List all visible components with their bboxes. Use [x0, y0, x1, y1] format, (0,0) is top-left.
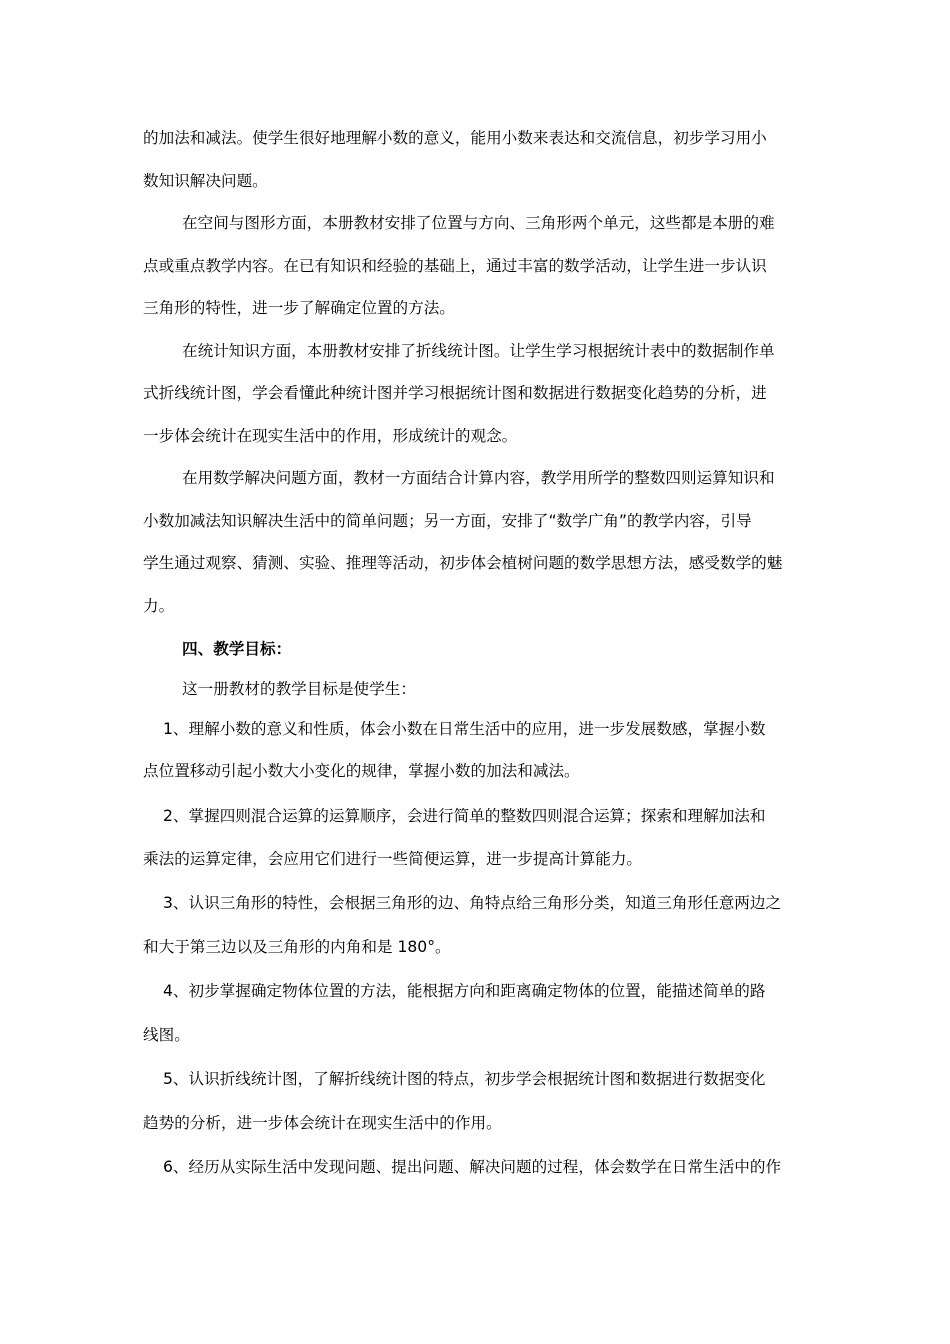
goal-5-line-2: 趋势的分析，进一步体会统计在现实生活中的作用。: [143, 1114, 502, 1132]
goal-3-line-1: 3、认识三角形的特性，会根据三角形的边、角特点给三角形分类，知道三角形任意两边之: [163, 894, 782, 912]
text-line-10: 小数加减法知识解决生活中的简单问题；另一方面，安排了“数学广角”的教学内容，引导: [143, 512, 752, 530]
goal-2-line-2: 乘法的运算定律，会应用它们进行一些简便运算，进一步提高计算能力。: [143, 850, 643, 868]
goal-4-line-1: 4、初步掌握确定物体位置的方法，能根据方向和距离确定物体的位置，能描述简单的路: [163, 982, 766, 1000]
goal-5-line-1: 5、认识折线统计图，了解折线统计图的特点，初步学会根据统计图和数据进行数据变化: [163, 1070, 766, 1088]
goal-4-line-2: 线图。: [143, 1026, 190, 1044]
text-line-9: 在用数学解决问题方面，教材一方面结合计算内容，教学用所学的整数四则运算知识和: [182, 469, 775, 487]
text-line-3: 在空间与图形方面，本册教材安排了位置与方向、三角形两个单元，这些都是本册的难: [182, 214, 775, 232]
goal-1-line-2: 点位置移动引起小数大小变化的规律，掌握小数的加法和减法。: [143, 762, 580, 780]
text-line-4: 点或重点教学内容。在已有知识和经验的基础上，通过丰富的数学活动，让学生进一步认识: [143, 257, 767, 275]
text-line-11: 学生通过观察、猜测、实验、推理等活动，初步体会植树问题的数学思想方法，感受数学的魅: [143, 554, 783, 572]
text-line-12: 力。: [143, 597, 175, 615]
text-line-14: 这一册教材的教学目标是使学生：: [182, 680, 416, 698]
section-heading: 四、教学目标：: [182, 640, 292, 658]
goal-2-line-1: 2、掌握四则混合运算的运算顺序，会进行简单的整数四则混合运算；探索和理解加法和: [163, 807, 766, 825]
text-line-7: 式折线统计图，学会看懂此种统计图并学习根据统计图和数据进行数据变化趋势的分析，进: [143, 384, 767, 402]
goal-3-line-2: 和大于第三边以及三角形的内角和是 180°。: [143, 938, 451, 956]
text-line-6: 在统计知识方面，本册教材安排了折线统计图。让学生学习根据统计表中的数据制作单: [182, 342, 775, 360]
goal-6-line-1: 6、经历从实际生活中发现问题、提出问题、解决问题的过程，体会数学在日常生活中的作: [163, 1158, 782, 1176]
text-line-8: 一步体会统计在现实生活中的作用，形成统计的观念。: [143, 427, 518, 445]
text-line-5: 三角形的特性，进一步了解确定位置的方法。: [143, 299, 455, 317]
goal-1-line-1: 1、理解小数的意义和性质，体会小数在日常生活中的应用，进一步发展数感，掌握小数: [163, 720, 766, 738]
text-line-2: 数知识解决问题。: [143, 172, 268, 190]
text-line-1: 的加法和减法。使学生很好地理解小数的意义，能用小数来表达和交流信息，初步学习用小: [143, 129, 767, 147]
